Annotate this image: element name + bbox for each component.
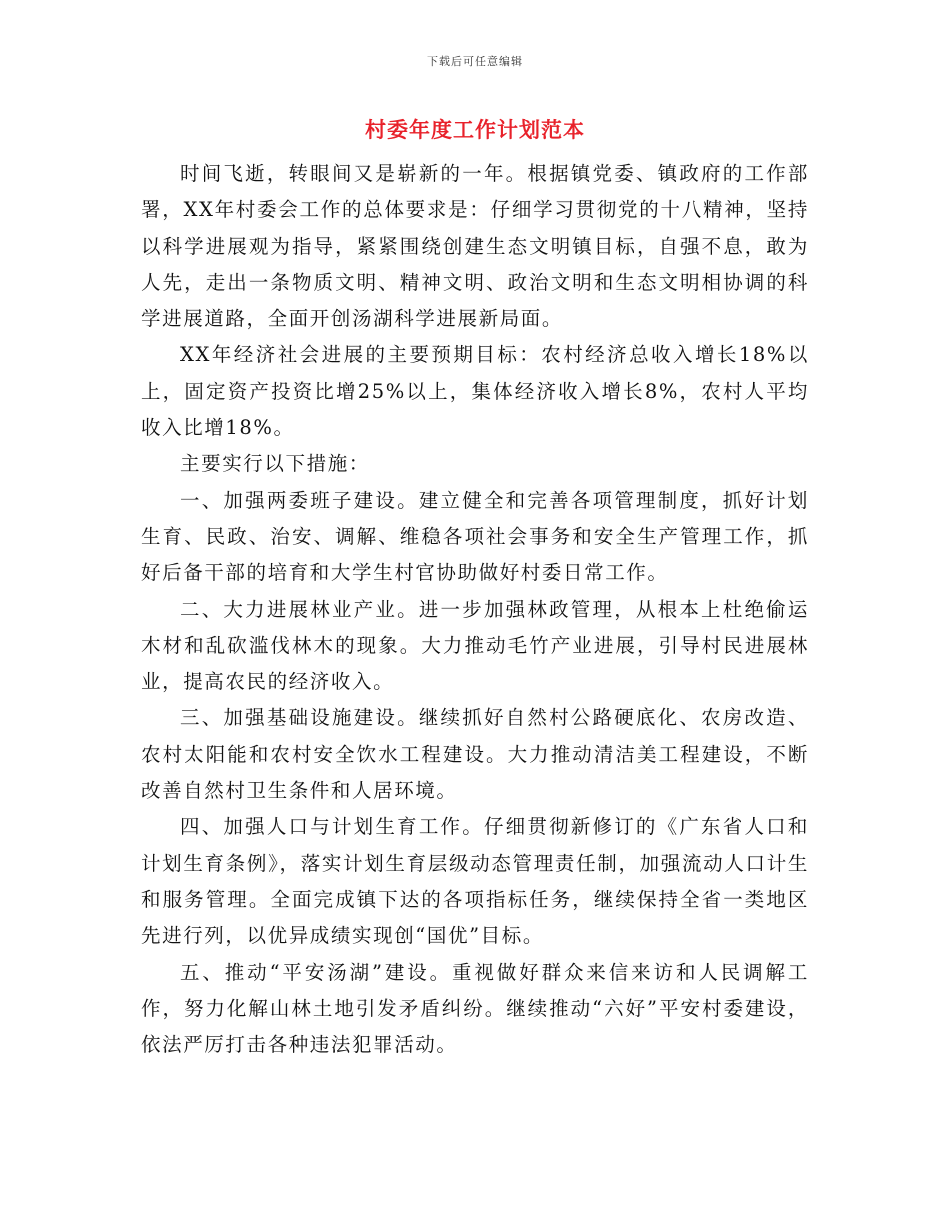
paragraph-measure-1: 一、加强两委班子建设。建立健全和完善各项管理制度，抓好计划生育、民政、治安、调解、维稳各项社会事务和安全生产管理工作，抓好后备干部的培育和大学生村官协助做好村委日常工作。 [141, 488, 809, 585]
paragraph-measures-heading: 主要实行以下措施： [180, 452, 370, 476]
paragraph-measure-4: 四、加强人口与计划生育工作。仔细贯彻新修订的《广东省人口和计划生育条例》，落实计划生育层级动态管理责任制，加强流动人口计生和服务管理。全面完成镇下达的各项指标任务，继续保持全省一类地区先进行列，以优异成绩实现创“国优”目标。 [141, 815, 809, 948]
paragraph-targets: XX年经济社会进展的主要预期目标：农村经济总收入增长18%以上，固定资产投资比增25%以上，集体经济收入增长8%，农村人平均收入比增18%。 [141, 343, 809, 440]
document-title: 村委年度工作计划范本 [365, 117, 585, 142]
header-note: 下载后可任意编辑 [427, 55, 523, 68]
paragraph-measure-2: 二、大力进展林业产业。进一步加强林政管理，从根本上杜绝偷运木材和乱砍滥伐林木的现象。大力推动毛竹产业进展，引导村民进展林业，提高农民的经济收入。 [141, 597, 809, 694]
paragraph-measure-5: 五、推动“平安汤湖”建设。重视做好群众来信来访和人民调解工作，努力化解山林土地引发矛盾纠纷。继续推动“六好”平安村委建设，依法严厉打击各种违法犯罪活动。 [141, 960, 809, 1057]
paragraph-measure-3: 三、加强基础设施建设。继续抓好自然村公路硬底化、农房改造、农村太阳能和农村安全饮水工程建设。大力推动清洁美工程建设，不断改善自然村卫生条件和人居环境。 [141, 706, 809, 803]
paragraph-intro: 时间飞逝，转眼间又是崭新的一年。根据镇党委、镇政府的工作部署，XX年村委会工作的总体要求是：仔细学习贯彻党的十八精神，坚持以科学进展观为指导，紧紧围绕创建生态文明镇目标，自强不息，敢为人先，走出一条物质文明、精神文明、政治文明和生态文明相协调的科学进展道路，全面开创汤湖科学进展新局面。 [141, 162, 809, 331]
document-body [141, 156, 809, 1063]
